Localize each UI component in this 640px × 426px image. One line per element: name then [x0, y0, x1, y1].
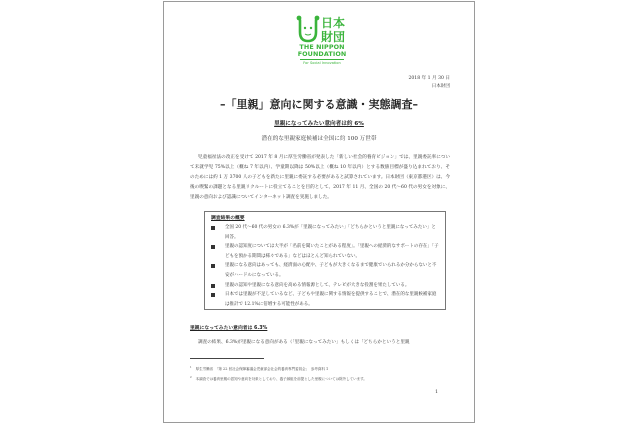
logo-name-line1: THE NIPPON: [299, 43, 345, 51]
logo-name-line2: FOUNDATION: [297, 50, 347, 58]
logo-kanji-top: 日本: [321, 16, 346, 30]
release-date: 2018 年 1 月 30 日: [408, 76, 450, 81]
logo-divider: [300, 59, 344, 60]
section-heading: 里親になってみたい意向者は 6.3%: [190, 326, 268, 331]
summary-item-text: 全国 20 代～60 代の男女の 6.3%が「里親になってみたい」「どちらかというと里親になってみたい」と回答。: [225, 225, 436, 240]
bullet-square-icon: [211, 284, 215, 288]
bullet-square-icon: [211, 293, 215, 297]
summary-item: [211, 290, 439, 309]
footnote-divider: [190, 358, 264, 359]
footnote-mark: 2: [190, 376, 192, 379]
page-number: 1: [435, 390, 438, 395]
headline: [164, 119, 474, 127]
summary-item: [211, 261, 439, 280]
bullet-square-icon: [211, 264, 215, 268]
footnote-text: 厚生労働省 「第 22 回社会保障審議会児童部会社会的養育専門委員会」 参考資料 1: [195, 367, 329, 372]
bullet-square-icon: [211, 226, 215, 230]
footnote: [190, 376, 452, 382]
summary-title: 調査結果の概要: [211, 216, 245, 221]
section-paragraph: 調査の結果、6.3%が里親になる意向がある（「里親になってみたい」もしくは「どちらかというと里親: [198, 340, 410, 345]
date-block: [408, 75, 450, 91]
summary-item-text: 里親の認知や里親になる意向を高める情報源として、テレビが大きな役割を果たしている。: [225, 282, 410, 288]
document-page: [163, 1, 475, 423]
headline-text: 里親になってみたい意向者は約 6%: [274, 121, 364, 127]
issuer: 日本財団: [431, 84, 450, 89]
summary-item-text: 里親の認知度については大半が「名前を聞いたことがある程度」。「里親への経済的なサポートの存在」「子どもを預かる期間は様々である」などはほとんど知られていない。: [225, 244, 439, 259]
logo-tagline: For Social Innovation: [303, 61, 341, 65]
intro-paragraph: 児童福祉法の改正を受けて 2017 年 8 月に厚生労働省が発表した「新しい社会的養育ビジョン」では、里親委託率について未就学児 75%以上（概ね 7 年以内）、学童期以降は 50%以上（概ね 10 年以内）とする数値目標が盛り込まれており、そのためには約 1 万 3700 人の子どもを新たに里親に委託する必要があると試算されています。日本財団（東京都港区）は、今後の喫緊の課題となる里親リクルートに役立てることを目的として、2017 年 11 月、全国の 20 代～60 代の男女を対象に、里親の意向および認識についてインターネット調査を実施しました。: [190, 155, 450, 200]
summary-item: [211, 281, 439, 291]
summary-item: [211, 223, 439, 242]
summary-item-text: 日本では里親が不足しているなど、子どもや里親に関する情報を提供することで、潜在的な里親候補家庭は推計で 12.1%に倍増する可能性がある。: [225, 292, 437, 307]
subheadline: 潜在的な里親家庭候補は全国に約 100 万世帯: [261, 136, 377, 142]
footnote: [190, 366, 452, 372]
summary-list: [211, 223, 439, 309]
summary-box: [204, 211, 446, 310]
bullet-square-icon: [211, 245, 215, 249]
footnote-text: 本調査では養育里親の認知や意向を対象としており、養子縁組を前提とした里親については除外しています。: [195, 377, 367, 382]
nippon-foundation-logo: [294, 14, 350, 65]
footnote-mark: 1: [190, 366, 192, 369]
document-title: –「里親」意向に関する意識・実態調査–: [220, 98, 418, 111]
logo-kanji-bottom: 財団: [321, 30, 346, 44]
logo-mark-icon: [294, 14, 350, 44]
summary-item-text: 里親になる意向はあっても、経済面の心配や、子どもが大きくなるまで健康でいられるか分からないと不安がハードルになっている。: [225, 263, 437, 278]
summary-item: [211, 242, 439, 261]
